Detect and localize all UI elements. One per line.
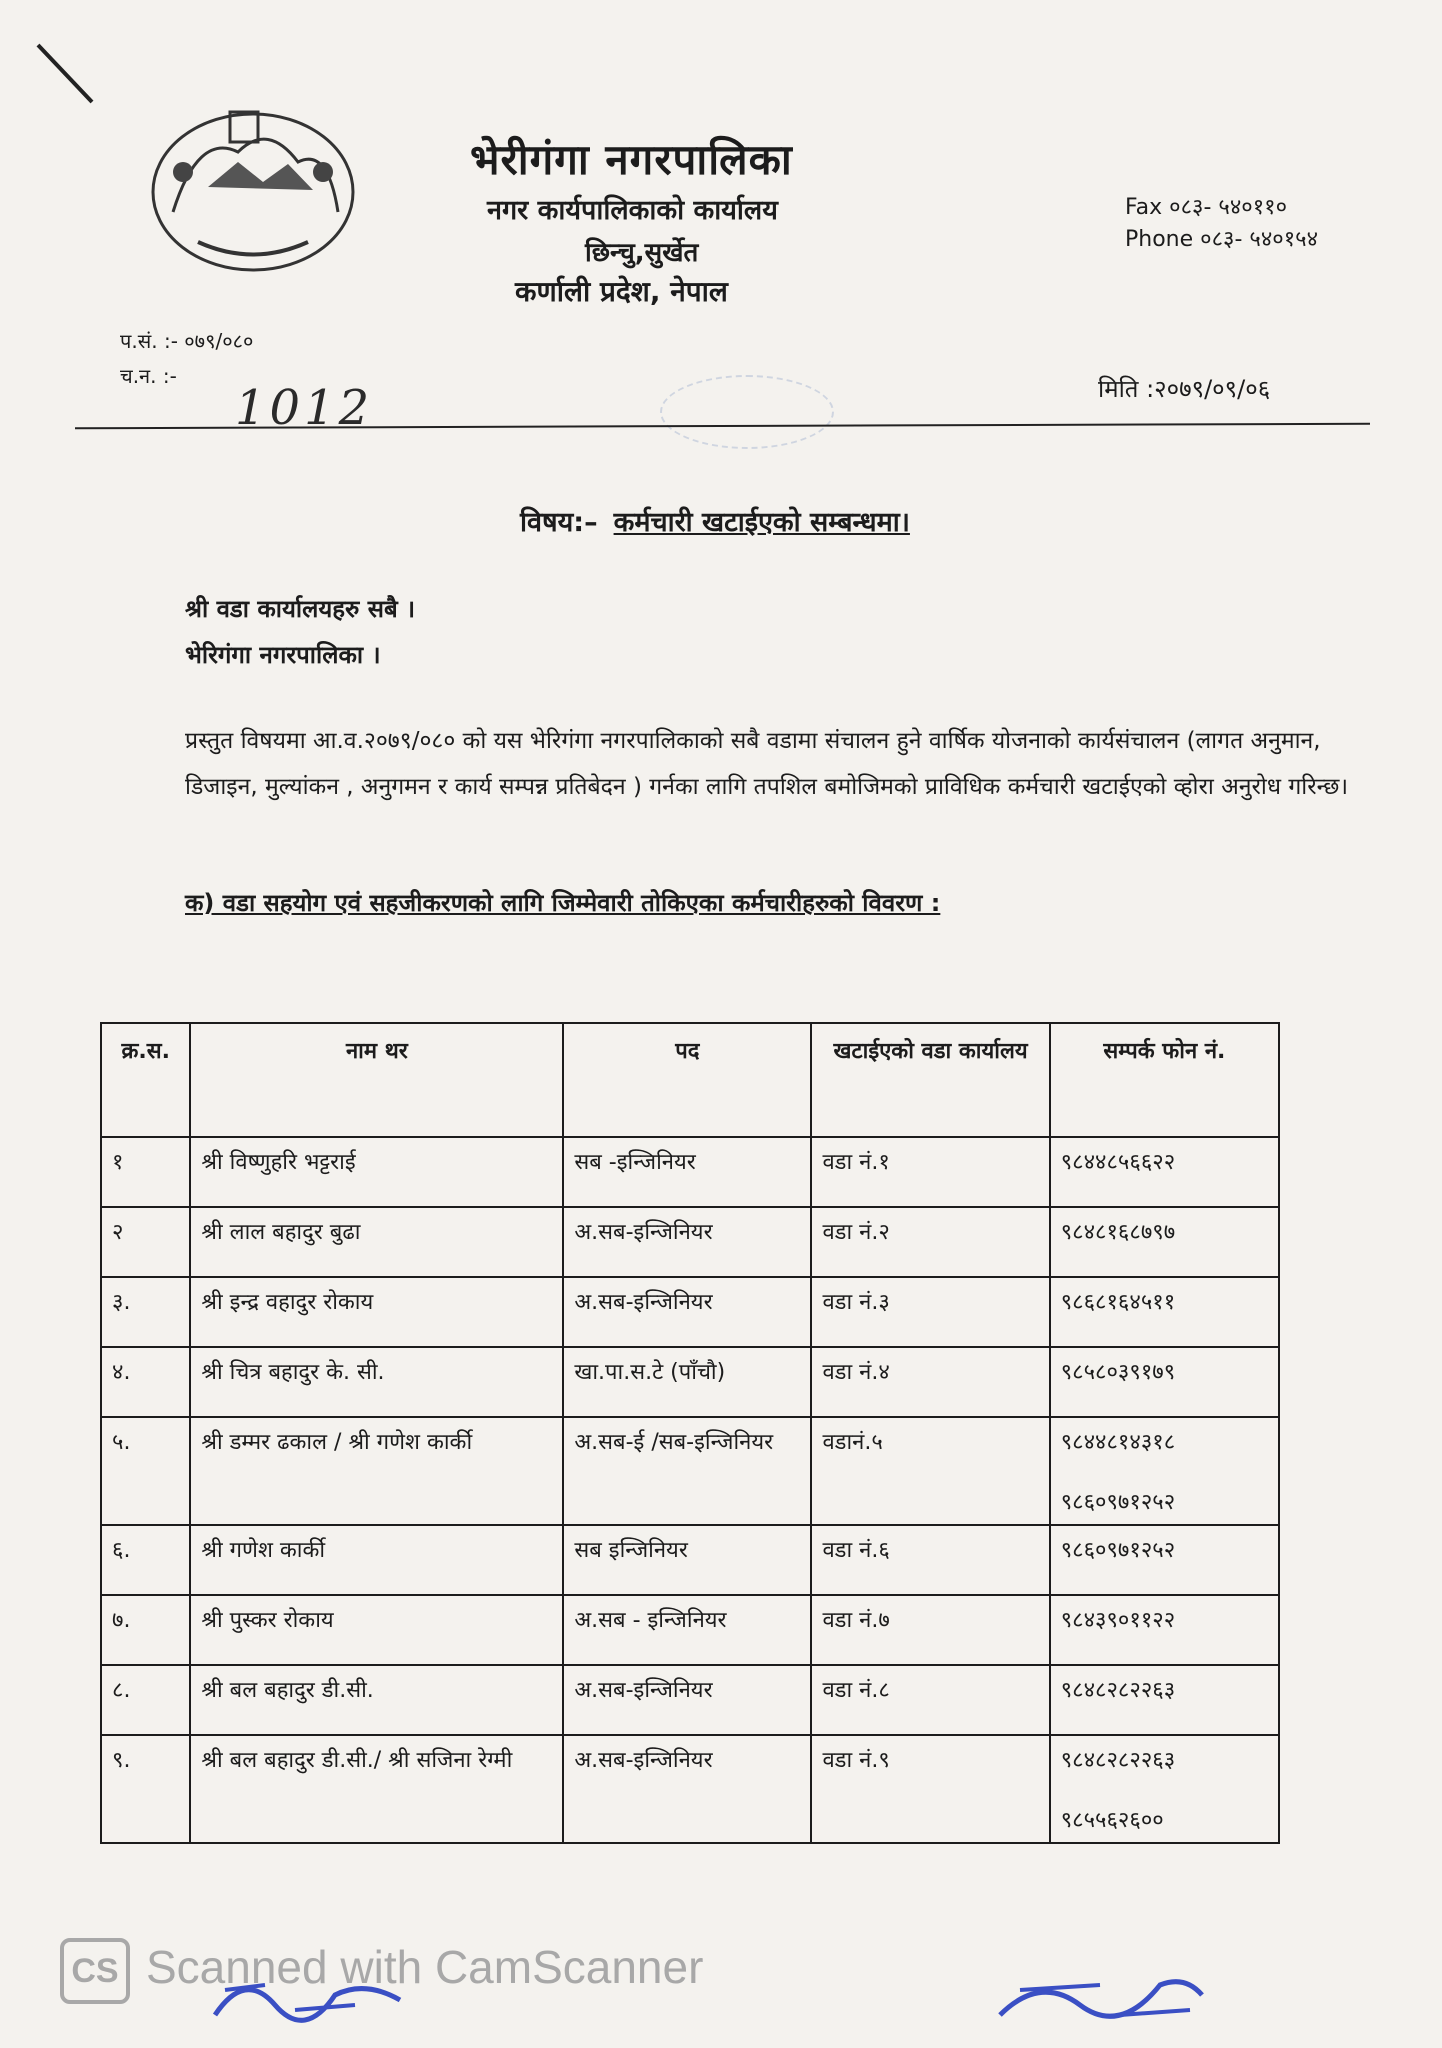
cell-contact-phone [1050, 1525, 1279, 1595]
fax-number: Fax ०८३- ५४०११० [1125, 195, 1288, 220]
cell-name: श्री पुस्कर रोकाय [190, 1595, 563, 1665]
cell-ward-office: वडा नं.३ [811, 1277, 1049, 1347]
cell-ward-office: वडानं.५ [811, 1417, 1049, 1525]
office-name: नगर कार्यपालिकाको कार्यालय [487, 195, 778, 226]
phone-number-entry: ९८४३९०११२२ [1060, 1608, 1176, 1633]
signature-stamp-left [205, 1960, 410, 2030]
cell-ward-office: वडा नं.७ [811, 1595, 1049, 1665]
cell-post: अ.सब-इन्जिनियर [563, 1277, 811, 1347]
table-body [101, 1137, 1279, 1843]
table-row [101, 1347, 1279, 1417]
phone-number-entry: ९८४८२८२२६३ [1060, 1678, 1176, 1703]
cell-post: अ.सब-इन्जिनियर [563, 1207, 811, 1277]
cell-ward-office: वडा नं.६ [811, 1525, 1049, 1595]
pen-stroke-mark [30, 40, 100, 110]
body-paragraph: प्रस्तुत विषयमा आ.व.२०७९/०८० को यस भेरिगंगा नगरपालिकाको सबै वडामा संचालन हुने वार्षिक योजनाको कार्यसंचालन (लागत अनुमान, डिजाइन, मुल्यांकन , अनुगमन र कार्य सम्पन्न प्रतिबेदन ) गर्नका लागि तपशिल बमोजिमको प्राविधिक कर्मचारी खटाईएको व्होरा अनुरोध गरिन्छ। [185, 728, 1349, 800]
cell-post: सब -इन्जिनियर [563, 1137, 811, 1207]
cell-contact-phone [1050, 1417, 1279, 1525]
letter-reference-number: प.सं. :- ०७९/०८० [120, 329, 254, 353]
contact-block [1125, 192, 1318, 256]
cell-name: श्री चित्र बहादुर के. सी. [190, 1347, 563, 1417]
cell-serial: २ [101, 1207, 190, 1277]
cell-contact-phone [1050, 1595, 1279, 1665]
handwritten-dispatch-number: 1012 [235, 380, 374, 436]
cell-contact-phone [1050, 1665, 1279, 1735]
table-row [101, 1595, 1279, 1665]
phone-number-entry: ९८५५६२६०० [1060, 1808, 1164, 1833]
cell-ward-office: वडा नं.८ [811, 1665, 1049, 1735]
table-header-row [101, 1023, 1279, 1137]
cell-contact-phone [1050, 1207, 1279, 1277]
cell-contact-phone [1050, 1735, 1279, 1843]
nepal-government-emblem [138, 92, 368, 282]
phone-number-entry: ९८४८२८२२६३ [1060, 1748, 1176, 1773]
cell-post: अ.सब - इन्जिनियर [563, 1595, 811, 1665]
organization-name: भेरीगंगा नगरपालिका [470, 135, 793, 184]
header-post: पद [563, 1023, 811, 1137]
phone-number-entry: ९८५८०३९१७९ [1060, 1360, 1176, 1385]
header-contact-phone: सम्पर्क फोन नं. [1050, 1023, 1279, 1137]
cell-name: श्री विष्णुहरि भट्टराई [190, 1137, 563, 1207]
section-heading: क) वडा सहयोग एवं सहजीकरणको लागि जिम्मेवारी तोकिएका कर्मचारीहरुको विवरण : [185, 889, 941, 917]
cell-name: श्री बल बहादुर डी.सी./ श्री सजिना रेग्मी [190, 1735, 563, 1843]
province-line: कर्णाली प्रदेश, नेपाल [515, 275, 728, 308]
addressee-line-1: श्री वडा कार्यालयहरु सबै । [185, 595, 416, 623]
camscanner-logo-icon: CS [60, 1938, 130, 2004]
cell-serial: ४. [101, 1347, 190, 1417]
cell-post: खा.पा.स.टे (पाँचौ) [563, 1347, 811, 1417]
subject-text: कर्मचारी खटाईएको सम्बन्धमा। [613, 507, 910, 538]
cell-ward-office: वडा नं.९ [811, 1735, 1049, 1843]
cell-serial: ९. [101, 1735, 190, 1843]
faint-office-stamp [660, 375, 834, 449]
table-row [101, 1207, 1279, 1277]
phone-number-entry: ९८४४८१४३१८ [1060, 1430, 1176, 1455]
phone-number-entry: ९८६०९७१२५२ [1060, 1538, 1176, 1563]
dispatch-number-label: च.न. :- [120, 364, 177, 388]
addressee-line-2: भेरिगंगा नगरपालिका । [185, 641, 381, 669]
subject-line [520, 502, 910, 539]
cell-name: श्री बल बहादुर डी.सी. [190, 1665, 563, 1735]
table-row [101, 1525, 1279, 1595]
header-serial: क्र.स. [101, 1023, 190, 1137]
cell-ward-office: वडा नं.१ [811, 1137, 1049, 1207]
cell-name: श्री डम्मर ढकाल / श्री गणेश कार्की [190, 1417, 563, 1525]
cell-serial: ७. [101, 1595, 190, 1665]
cell-serial: ५. [101, 1417, 190, 1525]
phone-number-entry: ९८६०९७१२५२ [1060, 1490, 1176, 1515]
phone-number-entry: ९८४४८५६६२२ [1060, 1150, 1176, 1175]
cell-serial: ६. [101, 1525, 190, 1595]
cell-name: श्री लाल बहादुर बुढा [190, 1207, 563, 1277]
letter-date: मिति :२०७९/०९/०६ [1098, 375, 1271, 403]
cell-post: अ.सब-इन्जिनियर [563, 1665, 811, 1735]
cell-name: श्री इन्द्र वहादुर रोकाय [190, 1277, 563, 1347]
cell-contact-phone [1050, 1277, 1279, 1347]
cell-name: श्री गणेश कार्की [190, 1525, 563, 1595]
cell-post: सब इन्जिनियर [563, 1525, 811, 1595]
table-row [101, 1277, 1279, 1347]
cell-contact-phone [1050, 1347, 1279, 1417]
phone-number-entry: ९८४८१६८७९७ [1060, 1220, 1176, 1245]
header-name: नाम थर [190, 1023, 563, 1137]
cell-post: अ.सब-इन्जिनियर [563, 1735, 811, 1843]
office-address: छिन्चु,सुर्खेत [585, 238, 699, 268]
table-row [101, 1417, 1279, 1525]
table-row [101, 1735, 1279, 1843]
cell-contact-phone [1050, 1137, 1279, 1207]
phone-number: Phone ०८३- ५४०१५४ [1125, 227, 1319, 252]
watermark-text: Scanned with CamScanner [146, 1941, 704, 1994]
cell-post: अ.सब-ई /सब-इन्जिनियर [563, 1417, 811, 1525]
subject-label: विषय:– [520, 507, 598, 538]
cell-ward-office: वडा नं.४ [811, 1347, 1049, 1417]
table-row [101, 1137, 1279, 1207]
header-ward-office: खटाईएको वडा कार्यालय [811, 1023, 1049, 1137]
phone-number-entry: ९८६८१६४५११ [1060, 1290, 1176, 1315]
cell-serial: ३. [101, 1277, 190, 1347]
table-row [101, 1665, 1279, 1735]
signature-stamp-right [990, 1955, 1210, 2035]
cell-ward-office: वडा नं.२ [811, 1207, 1049, 1277]
cell-serial: १ [101, 1137, 190, 1207]
cell-serial: ८. [101, 1665, 190, 1735]
staff-assignment-table [100, 1022, 1280, 1844]
